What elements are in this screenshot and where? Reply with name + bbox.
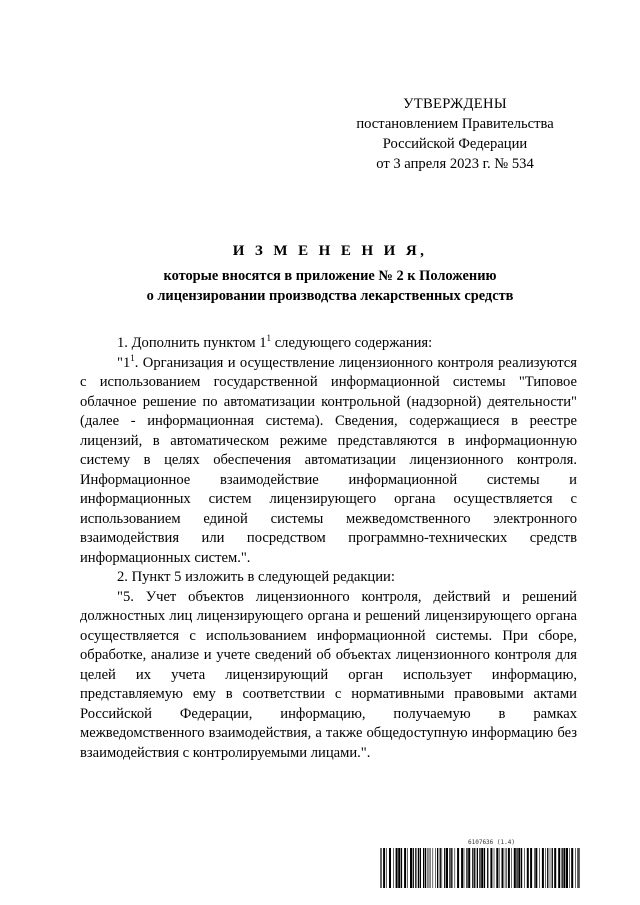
paragraph-4: "5. Учет объектов лицензионного контроля, действий и решений должностных лиц лицензирующего органа и решений лицензирующего органа осуществляется с использованием информационной системы. При сборе, обработке, анализе и учете сведений об объектах лицензионного контроля для целей их учета лицензирующий орган использует информацию, представляемую ему в соответствии с нормативными правовыми актами Российской Федерации, информацию, получаемую в рамках межведомственного взаимодействия, а также общедоступную информацию без взаимодействия с контролируемыми лицами.".	[80, 588, 577, 761]
approval-line-resolution: постановлением Правительства	[356, 116, 554, 132]
paragraph-2	[80, 354, 577, 569]
document-subtitle-line1: которые вносятся в приложение № 2 к Положению	[163, 268, 497, 284]
barcode-caption: 6107636 (1.4)	[468, 839, 515, 846]
barcode-image	[380, 848, 580, 888]
document-title-block	[80, 241, 580, 306]
paragraph-1-text-end: следующего содержания:	[271, 335, 433, 351]
paragraph-2-text-end: . Организация и осуществление лицензионного контроля реализуются с использованием государственной информационной системы "Типовое облачное решение по автоматизации контрольной (надзорной) деятельности" (далее - информационная система). Сведения, содержащиеся в реестре лицензий, в автоматическом режиме представляются в информационную систему в целях обеспечения автоматизации лицензионного контроля. Информационное взаимодействие информационной системы и информационных систем лицензирующего органа осуществляется с использованием единой системы межведомственного электронного взаимодействия или посредством программно-технических средств информационных систем.".	[80, 354, 577, 566]
paragraph-3: 2. Пункт 5 изложить в следующей редакции:	[117, 569, 395, 585]
paragraph-2-superscript: 1	[130, 352, 135, 363]
paragraph-2-text: "1	[117, 354, 131, 371]
barcode-block	[380, 839, 580, 889]
document-subtitle-line2: о лицензировании производства лекарственных средств	[146, 288, 514, 304]
approval-line-federation: Российской Федерации	[382, 136, 528, 152]
approval-heading: УТВЕРЖДЕНЫ	[403, 96, 507, 112]
document-title: И З М Е Н Е Н И Я,	[232, 243, 428, 259]
paragraph-1	[80, 334, 577, 354]
paragraph-1-text: 1. Дополнить пунктом 1	[117, 335, 267, 351]
approval-stamp	[330, 94, 580, 174]
document-body	[80, 334, 577, 763]
paragraph-1-superscript: 1	[266, 333, 272, 343]
approval-line-date: от 3 апреля 2023 г. № 534	[376, 156, 534, 172]
